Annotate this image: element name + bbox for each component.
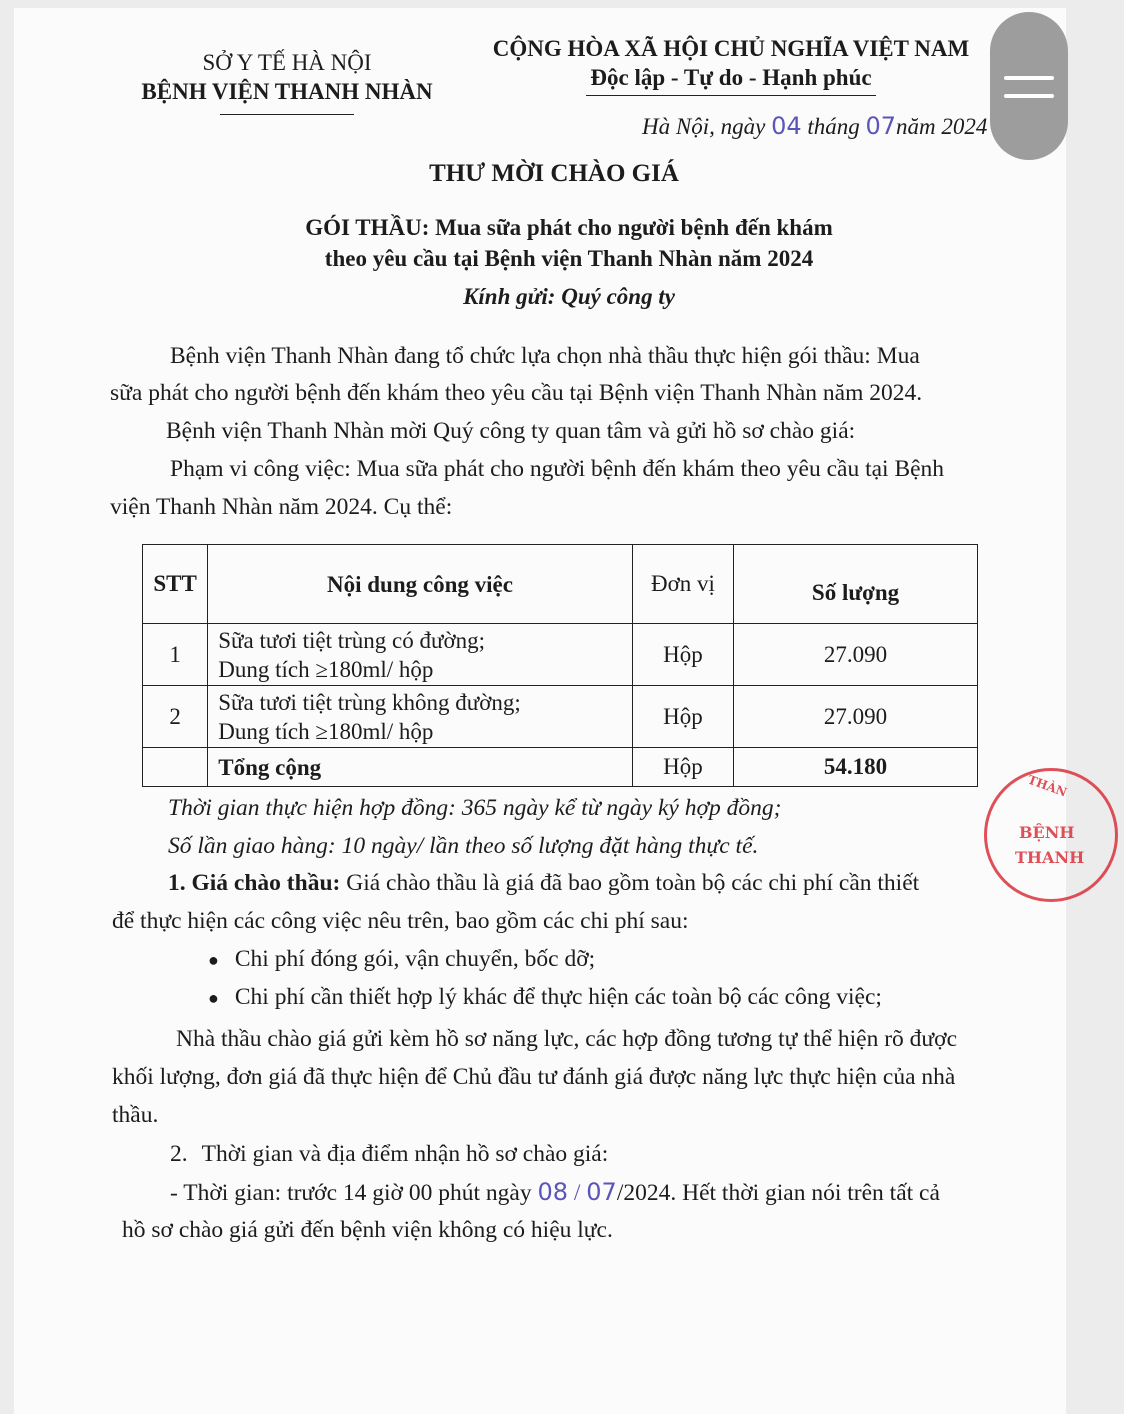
- row-desc-line1: Sữa tươi tiệt trùng không đường;: [218, 689, 521, 715]
- table-row: [143, 686, 978, 748]
- bullet-item: [208, 979, 882, 1017]
- stamp-text-1: THÀN: [1025, 772, 1069, 800]
- menu-icon[interactable]: [990, 12, 1068, 160]
- bullet-dot: ●: [208, 988, 219, 1008]
- national-motto: Độc lập - Tự do - Hạnh phúc: [590, 65, 872, 90]
- date-line: [642, 112, 987, 140]
- bullet-item: [208, 941, 595, 979]
- total-unit: Hộp: [632, 748, 733, 787]
- package-block: [14, 212, 1124, 274]
- stamp-text-3: THANH: [1015, 848, 1085, 867]
- greeting: Kính gửi: Quý công ty: [463, 284, 675, 309]
- row-description: [208, 624, 633, 686]
- stamp-text-2: BỆNH: [1019, 823, 1075, 842]
- document-title: THƯ MỜI CHÀO GIÁ: [429, 160, 679, 187]
- row-qty: 27.090: [734, 686, 978, 748]
- contract-duration: Thời gian thực hiện hợp đồng: 365 ngày kể từ ngày ký hợp đồng;: [168, 795, 782, 821]
- row-unit: Hộp: [632, 686, 733, 748]
- section2-time-day-handwritten: 08: [537, 1178, 568, 1206]
- total-empty-cell: [143, 748, 208, 787]
- section1-note-c: thầu.: [112, 1102, 159, 1128]
- table-header-row: [143, 545, 978, 624]
- row-desc-line2: Dung tích ≥180ml/ hộp: [218, 656, 434, 682]
- hospital-name: BỆNH VIỆN THANH NHÀN: [141, 79, 433, 104]
- bullet-text: Chi phí cần thiết hợp lý khác để thực hiện các toàn bộ các công việc;: [234, 984, 882, 1010]
- country-name: CỘNG HÒA XÃ HỘI CHỦ NGHĨA VIỆT NAM: [492, 36, 970, 61]
- total-label: Tổng cộng: [208, 748, 633, 787]
- row-description: [208, 686, 633, 748]
- package-label: GÓI THẦU:: [305, 215, 430, 240]
- section1-line1: [168, 865, 919, 902]
- table-total-row: [143, 748, 978, 787]
- section2-time-suffix: /2024. Hết thời gian nói trên tất cả: [616, 1180, 940, 1206]
- section1-note-b: khối lượng, đơn giá đã thực hiện để Chủ đầu tư đánh giá được năng lực thực hiện của nhà: [112, 1064, 956, 1090]
- row-stt: 2: [143, 686, 208, 748]
- date-year: năm 2024: [896, 114, 988, 139]
- col-header-stt: STT: [143, 545, 208, 624]
- package-line1: Mua sữa phát cho người bệnh đến khám: [435, 215, 833, 240]
- intro-para3-line2: viện Thanh Nhàn năm 2024. Cụ thể:: [110, 494, 453, 520]
- bullet-dot: ●: [208, 950, 219, 970]
- date-prefix: Hà Nội, ngày: [642, 114, 766, 139]
- section2-number: 2.: [170, 1141, 188, 1167]
- menu-line: [1004, 94, 1054, 98]
- col-header-unit: Đơn vị: [632, 545, 733, 624]
- row-qty: 27.090: [734, 624, 978, 686]
- delivery-frequency: Số lần giao hàng: 10 ngày/ lần theo số lượng đặt hàng thực tế.: [168, 833, 759, 859]
- date-slash: /: [573, 1180, 581, 1206]
- package-line2: theo yêu cầu tại Bệnh viện Thanh Nhàn năm 2024: [324, 246, 814, 271]
- intro-para1-line2: sữa phát cho người bệnh đến khám theo yêu cầu tại Bệnh viện Thanh Nhàn năm 2024.: [110, 380, 923, 406]
- section1-text-a: Giá chào thầu là giá đã bao gồm toàn bộ các chi phí cần thiết: [346, 870, 920, 896]
- section1-note-a: Nhà thầu chào giá gửi kèm hồ sơ năng lực, các hợp đồng tương tự thể hiện rõ được: [176, 1026, 957, 1052]
- row-stt: 1: [143, 624, 208, 686]
- date-day-handwritten: 04: [771, 112, 802, 140]
- section2-heading: Thời gian và địa điểm nhận hồ sơ chào giá:: [201, 1141, 609, 1167]
- intro-para1-line1: Bệnh viện Thanh Nhàn đang tổ chức lựa chọn nhà thầu thực hiện gói thầu: Mua: [170, 343, 920, 369]
- red-seal-stamp: [984, 768, 1118, 902]
- intro-para2: Bệnh viện Thanh Nhàn mời Quý công ty quan tâm và gửi hồ sơ chào giá:: [166, 418, 856, 444]
- section2-time-month-handwritten: 07: [586, 1178, 617, 1206]
- issuer-block: [132, 48, 442, 115]
- col-header-content: Nội dung công việc: [208, 545, 633, 624]
- section2-time-line: [170, 1174, 940, 1212]
- bullet-text: Chi phí đóng gói, vận chuyển, bốc dỡ;: [234, 946, 596, 972]
- ministry-name: SỞ Y TẾ HÀ NỘI: [202, 50, 372, 75]
- section2-time-b: hồ sơ chào giá gửi đến bệnh viện không có hiệu lực.: [122, 1217, 613, 1243]
- items-table: [142, 544, 978, 787]
- col-header-qty: Số lượng: [734, 545, 978, 624]
- intro-para3-line1: Phạm vi công việc: Mua sữa phát cho người bệnh đến khám theo yêu cầu tại Bệnh: [170, 456, 945, 482]
- document-page: [14, 8, 1085, 1414]
- section2-heading-line: [170, 1136, 608, 1173]
- row-desc-line1: Sữa tươi tiệt trùng có đường;: [218, 627, 486, 653]
- motto-underline: [586, 95, 876, 96]
- row-unit: Hộp: [632, 624, 733, 686]
- date-month-handwritten: 07: [865, 112, 897, 140]
- section1-text-b: để thực hiện các công việc nêu trên, bao gồm các chi phí sau:: [112, 908, 689, 934]
- table-row: [143, 624, 978, 686]
- issuer-underline: [220, 114, 354, 115]
- date-month-label: tháng: [807, 114, 860, 139]
- row-desc-line2: Dung tích ≥180ml/ hộp: [218, 718, 434, 744]
- section2-time-prefix: - Thời gian: trước 14 giờ 00 phút ngày: [170, 1180, 532, 1206]
- menu-line: [1004, 76, 1054, 80]
- total-qty: 54.180: [734, 748, 978, 787]
- section1-heading: 1. Giá chào thầu:: [168, 870, 341, 896]
- national-header: [476, 34, 986, 96]
